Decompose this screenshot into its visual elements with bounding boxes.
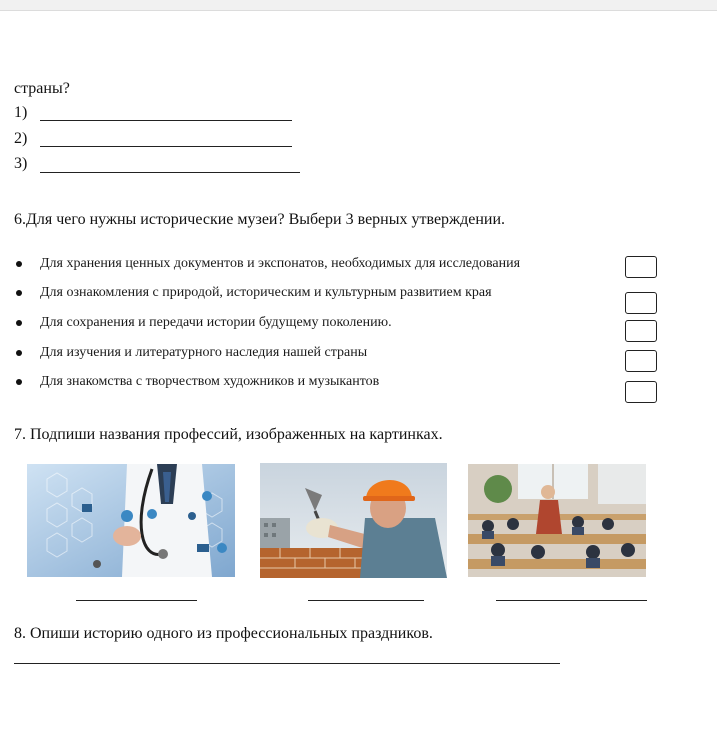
profession-line-2[interactable] [308,600,424,601]
q6-checkbox-2[interactable] [625,292,657,314]
q6-checkbox-1[interactable] [625,256,657,278]
window-top-bar [0,0,717,11]
question-8-title: 8. Опиши историю одного из профессиональных праздников. [14,625,433,642]
doctor-picture [27,464,235,577]
question-5-tail: страны? [14,80,70,97]
q6-checkbox-4[interactable] [625,350,657,372]
bullet [16,379,22,385]
answer-number-2: 2) [14,130,28,147]
q6-option-4: Для изучения и литературного наследия нашей страны [40,345,368,360]
q6-checkbox-3[interactable] [625,320,657,342]
q6-checkbox-5[interactable] [625,381,657,403]
answer-line-1[interactable] [40,120,292,121]
profession-line-1[interactable] [76,600,197,601]
answer-line-3[interactable] [40,172,300,173]
question-6-title: 6.Для чего нужны исторические музеи? Выбери 3 верных утверждении. [14,211,506,228]
answer-number-3: 3) [14,155,28,172]
q6-option-5: Для знакомства с творчеством художников и музыкантов [40,374,380,389]
builder-picture [260,463,447,578]
answer-number-1: 1) [14,104,28,121]
q6-option-2: Для ознакомления с природой, историческим и культурным развитием края [40,285,492,300]
bullet [16,350,22,356]
q6-option-1: Для хранения ценных документов и экспонатов, необходимых для исследования [40,256,521,271]
teacher-picture [468,464,646,577]
answer-line-2[interactable] [40,146,292,147]
bullet [16,320,22,326]
profession-line-3[interactable] [496,600,647,601]
bullet [16,290,22,296]
q6-option-3: Для сохранения и передачи истории будущему поколению. [40,315,392,330]
question-7-title: 7. Подпиши названия профессий, изображенных на картинках. [14,426,443,443]
story-answer-line[interactable] [14,663,560,664]
bullet [16,261,22,267]
